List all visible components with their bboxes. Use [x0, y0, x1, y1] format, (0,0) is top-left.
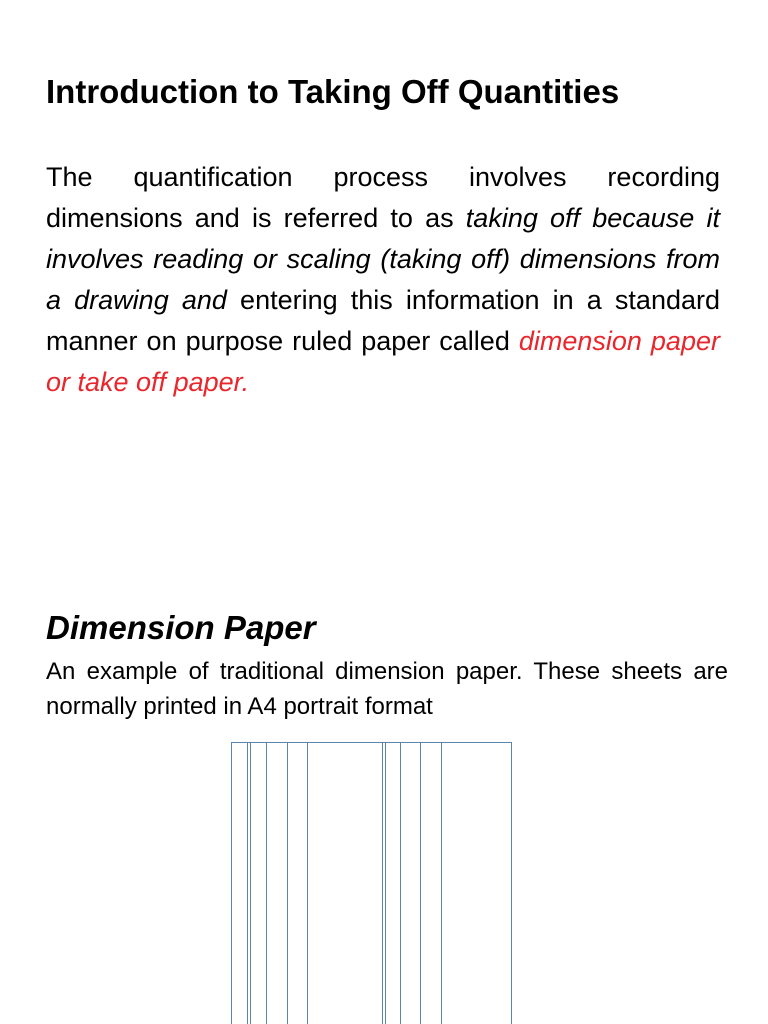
- intro-italic-text: taking off because it involves reading or scaling (taking off) dimensions from a drawing and: [46, 203, 720, 315]
- section-heading: Dimension Paper: [46, 609, 316, 646]
- section-paragraph: An example of traditional dimension paper. These sheets are normally printed in A4 portrait format: [46, 658, 728, 720]
- intro-highlight-text: dimension paper or take off paper.: [46, 326, 720, 397]
- intro-text-2: entering this information in a standard manner on purpose ruled paper called: [46, 285, 721, 356]
- intro-paragraph: [46, 157, 720, 403]
- intro-text-1: The quantification process involves recording dimensions and is referred to as: [46, 162, 720, 233]
- page-title: Introduction to Taking Off Quantities: [46, 73, 620, 110]
